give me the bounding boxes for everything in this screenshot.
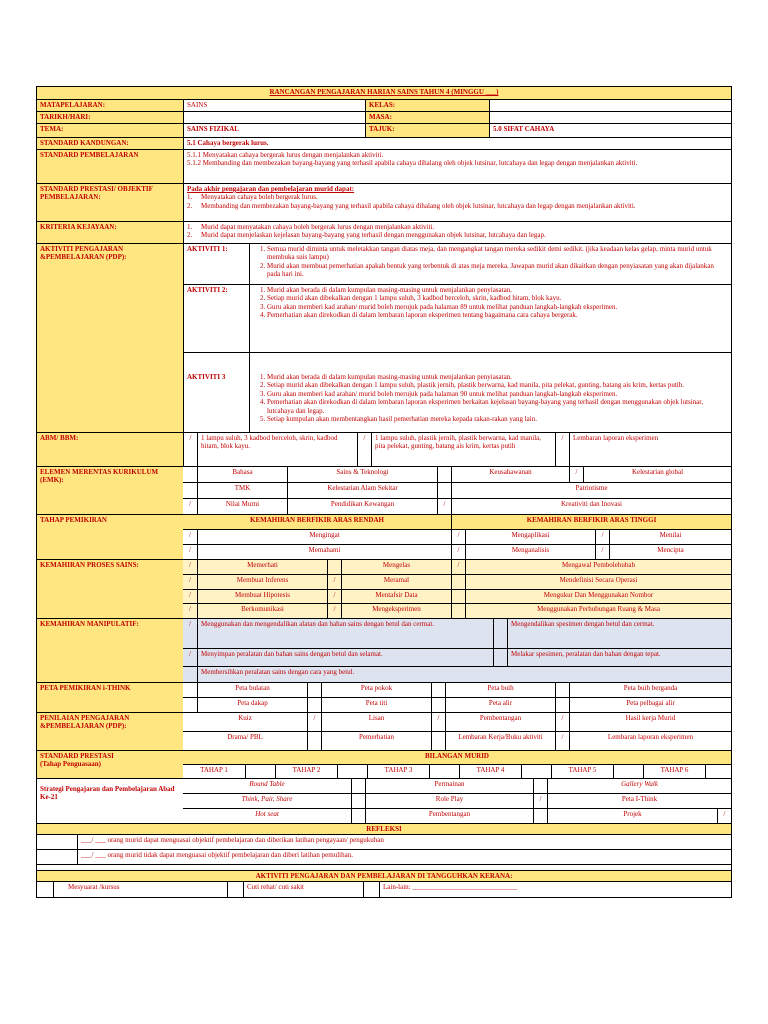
pp-label: PENILAIAN PENGAJARAN &PEMBELAJARAN (PDP):: [37, 713, 183, 750]
km-label: KEMAHIRAN MANIPULATIF:: [37, 619, 183, 682]
ithink-item: Peta pokok: [321, 683, 431, 697]
abm-label: ABM/ BBM:: [37, 433, 183, 466]
emk-item: Kelestarian global: [583, 467, 731, 482]
activity-step: 2. Setiap murid akan dibekalkan dengan 1 lampu suluh, 3 kadbod berceloh, skrin, kadbod hitam, blok kayu.: [267, 294, 728, 302]
strat-item: Gallery Walk: [547, 779, 731, 793]
ithink-check[interactable]: [183, 683, 197, 697]
tp-high-head: KEMAHIRAN BERFIKIR ARAS TINGGI: [451, 515, 731, 529]
ithink-grid: [183, 683, 731, 712]
ithink-check[interactable]: [555, 698, 569, 712]
pp-grid: [183, 713, 731, 750]
mp-label: MATAPELAJARAN:: [37, 100, 183, 111]
ithink-item: Peta titi: [321, 698, 431, 712]
refleksi-head: REFLEKSI: [366, 825, 402, 833]
emk-item: Sains & Teknologi: [287, 467, 437, 482]
strat-item: Think, Pair, Share: [241, 795, 293, 803]
spt-sub: (Tahap Penguasaan): [40, 760, 102, 769]
kps-item: Mendefinisi Secara Operasi: [465, 575, 731, 589]
km-item: Membersihkan peralatan sains dengan cara yang betul.: [197, 667, 731, 682]
activity-3: [183, 352, 731, 432]
activity-step: 3. Guru akan memberi kad arahan/ murid boleh merujuk pada halaman 89 untuk melihat panduan langkah-langkah eksperimen.: [267, 303, 728, 311]
tp-head-row: [183, 515, 731, 529]
kps-check[interactable]: /: [451, 560, 465, 574]
strat-item: Permainan: [365, 779, 533, 793]
kps-grid-row: [183, 560, 731, 574]
activity-3-steps: [249, 353, 731, 432]
km-check[interactable]: [183, 667, 197, 682]
emk-item: Patriotisme: [451, 483, 731, 498]
emk-check[interactable]: [437, 483, 451, 498]
kk-num: 2.: [187, 231, 193, 240]
kps-row: [37, 559, 731, 618]
tunda-head-row: [37, 870, 731, 881]
tahap-count[interactable]: [429, 765, 459, 778]
km-grid-row: [183, 648, 731, 666]
spacer: [37, 865, 731, 870]
tahap-count[interactable]: [521, 765, 551, 778]
strat-grid-row: [183, 779, 731, 793]
spo-item: Membanding dan membezakan bayang-bayang yang terhasil apabila cahaya dihalang oleh objek lutsinar, lutcahaya dan legap dengan menjalankan aktiviti.: [201, 201, 636, 210]
pp-item: Lisan: [321, 713, 431, 731]
spt-head: BILANGAN MURID: [425, 752, 489, 760]
spt-row: [37, 750, 731, 778]
sp-item: 5.1.2 Membanding dan membezakan bayang-bayang yang terhasil apabila cahaya dihalang oleh objek lutsinar, lutcahaya dan legap dengan menjalankan aktiviti.: [187, 159, 638, 168]
info-row-3: [37, 123, 731, 137]
kk-num: 1.: [187, 223, 193, 231]
tp-check[interactable]: /: [451, 530, 465, 544]
strat-grid: [183, 779, 731, 823]
tajuk-label: TAJUK:: [365, 124, 489, 137]
spt-grid: [183, 751, 731, 778]
pp-check[interactable]: /: [555, 713, 569, 731]
tunda-item: Cuti rehat/ cuti sakit: [243, 882, 363, 897]
ithink-check[interactable]: [183, 698, 197, 712]
pp-check[interactable]: [307, 732, 321, 750]
kk-row: [37, 221, 731, 243]
lesson-plan-table: [36, 86, 732, 898]
ithink-grid-row: [183, 683, 731, 697]
strat-check[interactable]: /: [717, 809, 731, 823]
tahap-label: TAHAP 4: [459, 765, 521, 778]
abm-check[interactable]: /: [183, 433, 197, 466]
strat-item: Round Table: [249, 780, 285, 788]
tp-item: Mencipta: [609, 545, 731, 559]
pp-check[interactable]: /: [431, 713, 445, 731]
ithink-item: Peta bulatan: [197, 683, 307, 697]
km-item: Melakar spesimen, peralatan dan bahan dengan tepat.: [507, 649, 731, 666]
pp-grid-row: [183, 731, 731, 750]
km-check[interactable]: [493, 619, 507, 648]
ithink-row: [37, 682, 731, 712]
spt-levels-row: [183, 764, 731, 778]
activity-step: 4. Pemerhatian akan direkodkan di dalam lembaran laporan eksperimen berkaitan kejelasan bayang-bayang yang terhasil dengan menggunakan objek lutsinar, lutcahaya dan legap.: [267, 398, 728, 415]
kps-grid-row: [183, 589, 731, 604]
pdp-activities: [183, 244, 731, 432]
tp-grid: [183, 515, 731, 559]
masa-field[interactable]: [489, 112, 731, 123]
ithink-grid-row: [183, 697, 731, 712]
emk-item: Kreativiti dan Inovasi: [451, 499, 731, 514]
tahap-count[interactable]: [705, 765, 731, 778]
kps-check[interactable]: /: [189, 605, 191, 614]
tahap-label: TAHAP 1: [200, 766, 228, 774]
spo-item: Menyatakan cahaya boleh bergerak lurus.: [201, 193, 318, 202]
km-grid: [183, 619, 731, 682]
ithink-check[interactable]: [307, 698, 321, 712]
refleksi-item: ___/ ___ orang murid tidak dapat menguasai objektif pembelajaran dan diberi latihan pemulihan.: [77, 850, 731, 864]
emk-item: Nilai Murni: [197, 499, 287, 514]
kk-item: Murid dapat menyatakan cahaya boleh bergerak lurus dengan menjalankan aktiviti.: [201, 223, 435, 231]
km-check[interactable]: [493, 649, 507, 666]
emk-grid: [183, 467, 731, 514]
tajuk-value[interactable]: 5.0 SIFAT CAHAYA: [489, 124, 731, 137]
abm-item: Lembaran laporan eksperimen: [569, 433, 731, 466]
emk-check[interactable]: /: [569, 467, 583, 482]
tp-check[interactable]: /: [189, 531, 191, 539]
emk-row: [37, 466, 731, 514]
strat-item: Role Play: [365, 794, 533, 808]
emk-grid-row: [183, 498, 731, 514]
pp-item: Pemerhatian: [321, 732, 431, 750]
emk-item: TMK: [197, 483, 287, 498]
tp-check[interactable]: /: [595, 530, 609, 544]
emk-grid-row: [183, 482, 731, 498]
activity-step: 4. Pemerhatian akan direkodkan di dalam lembaran laporan eksperimen tentang bagaimana cara cahaya bergerak.: [267, 311, 728, 319]
emk-check[interactable]: [183, 467, 197, 482]
kps-check[interactable]: /: [327, 604, 341, 618]
kps-item: Berkomunikasi: [197, 604, 327, 618]
page-title: RANCANGAN PENGAJARAN HARIAN SAINS TAHUN 4 (MINGGU ___): [269, 88, 499, 96]
kps-item: Mentafsir Data: [341, 590, 451, 604]
ithink-check[interactable]: [555, 683, 569, 697]
km-grid-row: [183, 619, 731, 648]
spo-num: 2.: [187, 201, 193, 210]
tp-grid-row: [183, 544, 731, 559]
kps-check[interactable]: /: [327, 575, 341, 589]
tp-row: [37, 514, 731, 559]
emk-label: ELEMEN MERENTAS KURIKULUM (EMK):: [37, 467, 183, 514]
tunda-item: Mesyuarat /kursus: [53, 882, 227, 897]
km-grid-row: [183, 666, 731, 682]
pp-item: Hasil kerja Murid: [569, 713, 731, 731]
pp-row: [37, 712, 731, 750]
masa-label: MASA:: [365, 112, 489, 123]
tahap-count[interactable]: [245, 765, 275, 778]
emk-check[interactable]: [183, 483, 197, 498]
tunda-check[interactable]: [363, 882, 379, 897]
kps-check[interactable]: /: [189, 561, 191, 569]
km-check[interactable]: /: [189, 650, 191, 658]
emk-item: Bahasa: [197, 467, 287, 482]
kps-check[interactable]: [451, 590, 465, 604]
tunda-item: Lain-lain: ______________________________: [379, 882, 731, 897]
emk-item: Pendidikan Kewangan: [287, 499, 437, 514]
pdp-row: [37, 243, 731, 432]
tunda-row: [37, 881, 731, 897]
tunda-check[interactable]: [37, 882, 53, 897]
kps-item: Mengukur Dan Menggunakan Nombor: [465, 590, 731, 604]
emk-item: Keusahawanan: [451, 467, 569, 482]
kk-label: KRITERIA KEJAYAAN:: [37, 222, 183, 243]
kk-item: Murid dapat menjelaskan kejelasan bayang-bayang yang terhasil dengan menggunakan objek lutsinar, lutcahaya dan legap.: [201, 231, 546, 240]
tp-check[interactable]: /: [451, 545, 465, 559]
tp-item: Mengingat: [197, 530, 451, 544]
strat-item: Pembentangan: [365, 809, 533, 823]
kps-grid-row: [183, 574, 731, 589]
activity-2-title: AKTIVITI 2:: [183, 285, 249, 352]
strat-check[interactable]: /: [533, 794, 547, 808]
emk-check[interactable]: /: [189, 500, 191, 508]
strat-check[interactable]: [351, 779, 365, 793]
spacer-row: [37, 864, 731, 870]
activity-3-title: AKTIVITI 3: [183, 353, 249, 432]
activity-1: [183, 244, 731, 284]
pp-item: Kuiz: [238, 714, 252, 722]
km-item: Menggunakan dan mengendalikan alatan dan bahan sains dengan betul dan cermat.: [197, 619, 493, 648]
tunda-check[interactable]: [227, 882, 243, 897]
tarikh-field[interactable]: [183, 112, 365, 123]
sk-row: [37, 137, 731, 149]
ithink-item: Peta alir: [445, 698, 555, 712]
ithink-item: Peta pelbagai alir: [569, 698, 731, 712]
ithink-item: Peta buih berganda: [569, 683, 731, 697]
emk-check[interactable]: [437, 467, 451, 482]
kps-grid-row: [183, 603, 731, 618]
tp-check[interactable]: /: [595, 545, 609, 559]
kelas-label: KELAS:: [365, 100, 489, 111]
abm-row: [37, 432, 731, 466]
activity-2: [183, 284, 731, 352]
kps-check[interactable]: /: [189, 590, 191, 599]
tunda-head: AKTIVITI PENGAJARAN DAN PEMBELAJARAN DI TANGGUHKAN KERANA:: [255, 872, 513, 880]
refleksi-row: [37, 849, 731, 864]
refleksi-check[interactable]: [37, 835, 77, 849]
tp-label: TAHAP PEMIKIRAN: [37, 515, 183, 559]
tp-item: Memahami: [197, 545, 451, 559]
activity-step: 5. Setiap kumpulan akan membentangkan hasil pemerhatian mereka kepada rakan-rakan yang lain.: [267, 415, 728, 423]
activity-1-steps: [249, 244, 731, 284]
activity-1-title: AKTIVITI 1:: [183, 244, 249, 284]
kps-item: Menggunakan Perhubungan Ruang & Masa: [465, 604, 731, 618]
tp-grid-row: [183, 529, 731, 544]
km-item: Menyimpan peralatan dan bahan sains dengan betul dan selamat.: [197, 649, 493, 666]
strat-label: Strategi Pengajaran dan Pembelajaran Abad Ke-21: [40, 785, 175, 802]
kps-item: Meramal: [341, 575, 451, 589]
ithink-check[interactable]: [307, 683, 321, 697]
refleksi-row: [37, 834, 731, 849]
pp-item: Pembentangan: [445, 713, 555, 731]
strat-check[interactable]: [533, 779, 547, 793]
kps-check[interactable]: [451, 604, 465, 618]
kps-check[interactable]: [451, 575, 465, 589]
tp-item: Menilai: [609, 530, 731, 544]
tema-label: TEMA:: [37, 124, 183, 137]
kps-label: KEMAHIRAN PROSES SAINS:: [37, 560, 183, 618]
spo-content: [183, 184, 731, 221]
kps-item: Mengawal Pembolehubah: [465, 560, 731, 574]
sp-row: [37, 149, 731, 183]
spt-head-row: [183, 751, 731, 764]
tahap-label: TAHAP 6: [643, 765, 705, 778]
mp-value[interactable]: SAINS: [183, 100, 365, 111]
kps-grid: [183, 560, 731, 618]
strat-item: Peta I-Think: [547, 794, 731, 808]
spo-intro: Pada akhir pengajaran dan pembelajaran murid dapat:: [187, 185, 355, 193]
strat-row: [37, 778, 731, 823]
ithink-check[interactable]: [431, 683, 445, 697]
spt-label: STANDARD PRESTASI: [40, 752, 114, 760]
tahap-count[interactable]: [613, 765, 643, 778]
pp-check[interactable]: /: [307, 713, 321, 731]
spt-label-cell: [37, 751, 183, 778]
pp-check[interactable]: /: [555, 732, 569, 750]
km-item: Mengendalikan spesimen dengan betul dan cermat.: [507, 619, 731, 648]
pdp-label: AKTIVITI PENGAJARAN &PEMBELAJARAN (PDP):: [37, 244, 183, 432]
tahap-label: TAHAP 3: [367, 765, 429, 778]
ithink-check[interactable]: [431, 698, 445, 712]
strat-grid-row: [183, 808, 731, 823]
title-row: [37, 87, 731, 99]
tp-check[interactable]: /: [189, 546, 191, 554]
info-row-2: [37, 111, 731, 123]
pp-grid-row: [183, 713, 731, 731]
tahap-label: TAHAP 2: [275, 765, 337, 778]
emk-item: Kelestarian Alam Sekitar: [287, 483, 437, 498]
km-row: [37, 618, 731, 682]
kps-item: Mengelas: [341, 560, 451, 574]
kps-check[interactable]: [327, 560, 341, 574]
ithink-item: Peta dakap: [197, 698, 307, 712]
kps-check[interactable]: /: [327, 590, 341, 604]
pp-item: Lembaran laporan eksperimen: [569, 732, 731, 750]
strat-check[interactable]: [533, 809, 547, 823]
sp-content: [183, 150, 731, 183]
activity-step: 2. Setiap murid akan dibekalkan dengan 1 lampu suluh, plastik jernih, plastik berwarna, kad manila, pita pelekat, gunting, batang ais krim, kertas putih.: [267, 381, 728, 389]
emk-grid-row: [183, 467, 731, 482]
abm-check[interactable]: /: [357, 433, 371, 466]
sp-label: STANDARD PEMBELAJARAN: [37, 150, 183, 183]
strat-grid-row: [183, 793, 731, 808]
pp-item: Lembaran Kerja/Buku aktiviti: [445, 732, 555, 750]
strat-check[interactable]: [351, 809, 365, 823]
refleksi-check[interactable]: [37, 850, 77, 864]
activity-step: 1. Semua murid diminta untuk meletakkan tangan diatas meja, dan mengangkat tangan mereka sedikit demi sedikit. (jika keadaan kelas gelap, minta murid untuk membuka suis lampu): [267, 245, 728, 262]
strat-item: Projek: [547, 809, 717, 823]
sk-label: STANDARD KANDUNGAN:: [37, 138, 183, 149]
tema-value[interactable]: SAINS FIZIKAL: [183, 124, 365, 137]
tahap-label: TAHAP 5: [551, 765, 613, 778]
km-check[interactable]: /: [189, 620, 191, 628]
kps-item: Mengeksperimen: [341, 604, 451, 618]
kelas-field[interactable]: [489, 100, 731, 111]
pp-item: Drama/ PBL: [227, 733, 263, 741]
ithink-label: PETA PEMIKIRAN i-THINK: [37, 683, 183, 712]
refleksi-head-row: [37, 823, 731, 834]
abm-check[interactable]: /: [555, 433, 569, 466]
tp-item: Menganalisis: [465, 545, 595, 559]
activity-step: 3. Guru akan memberi kad arahan/ murid boleh merujuk pada halaman 90 untuk melihat panduan langkah-langkah eksperimen.: [267, 390, 728, 398]
abm-item: 1 lampu suluh, 3 kadbod berceloh, skrin, kadbod hitam, blok kayu.: [197, 433, 357, 466]
activity-step: 1. Murid akan berada di dalam kumpulan masing-masing untuk menjalankan penyiasatan.: [267, 286, 728, 294]
kps-check[interactable]: /: [189, 575, 191, 584]
spo-label: STANDARD PRESTASI/ OBJEKTIF PEMBELAJARAN:: [37, 184, 183, 221]
tarikh-label: TARIKH/HARI:: [37, 112, 183, 123]
kps-item: Memerhati: [197, 560, 327, 574]
info-row-1: [37, 99, 731, 111]
kps-item: Membuat Inferens: [197, 575, 327, 589]
tahap-count[interactable]: [337, 765, 367, 778]
abm-item: 1 lampu suluh, plastik jernih, plastik berwarna, kad manila, pita pelekat, gunting, batang ais krim, kertas putih: [371, 433, 555, 466]
strat-check[interactable]: [351, 794, 365, 808]
activity-step: 1. Murid akan berada di dalam kumpulan masing-masing untuk menjalankan penyiasatan.: [267, 373, 728, 381]
spo-num: 1.: [187, 193, 193, 202]
activity-step: 2. Murid akan membuat pemerhatian apakah bentuk yang terbentuk di atas meja mereka. Jawapan murid akan dikaitkan dengan penyiasatan yang akan dijalankan pada hari ini.: [267, 262, 728, 279]
pp-check[interactable]: [431, 732, 445, 750]
tp-item: Mengaplikasi: [465, 530, 595, 544]
refleksi-item: ___/ ___ orang murid dapat menguasai objektif pembelajaran dan diberikan latihan pengayaan/ pengukuhan: [77, 835, 731, 849]
ithink-item: Peta buih: [445, 683, 555, 697]
emk-check[interactable]: /: [437, 499, 451, 514]
kk-content: [183, 222, 731, 243]
strat-item: Hot seat: [255, 810, 279, 818]
tp-low-head: KEMAHIRAN BERFIKIR ARAS RENDAH: [250, 516, 384, 524]
activity-2-steps: [249, 285, 731, 352]
kps-item: Membuat Hipotesis: [197, 590, 327, 604]
sp-item: 5.1.1 Menyatakan cahaya bergerak lurus dengan menjalankan aktiviti.: [187, 151, 384, 159]
sk-value: 5.1 Cahaya bergerak lurus.: [183, 138, 731, 149]
spo-row: [37, 183, 731, 221]
